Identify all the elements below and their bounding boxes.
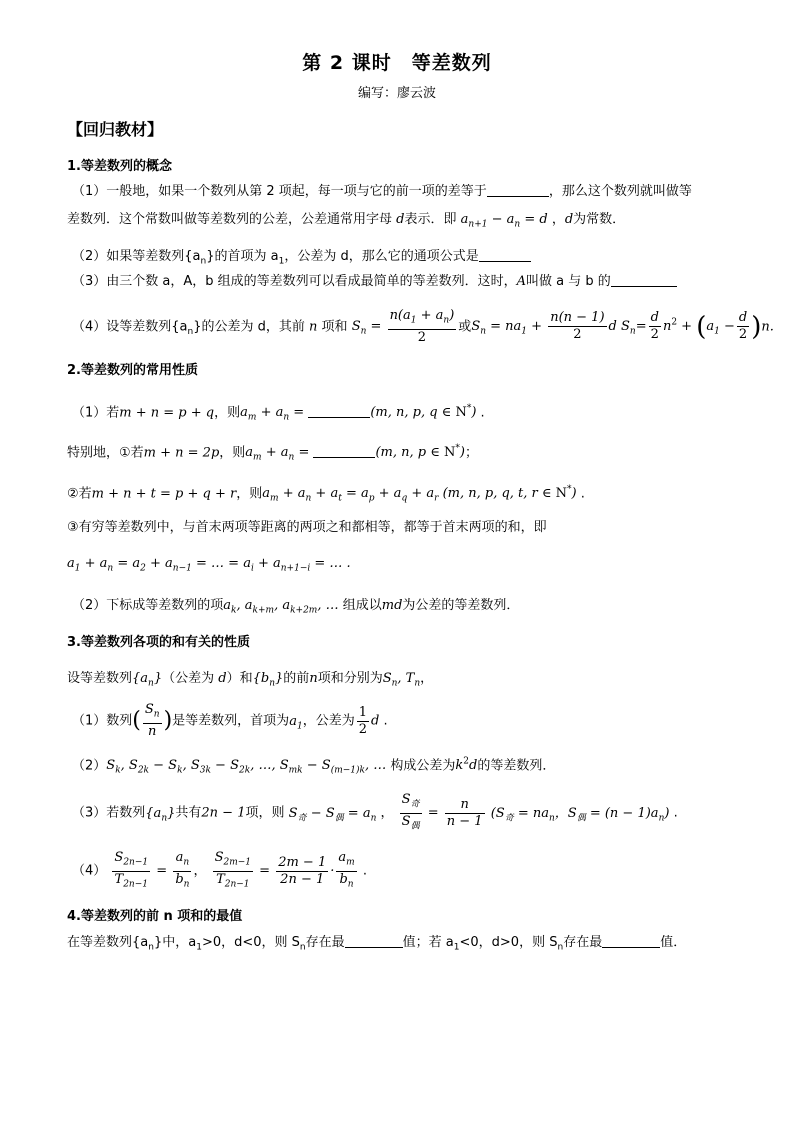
text: 是等差数列，首项为 — [172, 713, 290, 729]
s1-p1-line1 — [72, 183, 692, 201]
s2-special-3: ③有穷等差数列中，与首末两项等距离的两项之和都相等，都等于首末两项的和，即 — [67, 520, 547, 535]
fraction: $\frac{S_{2n-1}}{T_{2n-1}}$ — [114, 850, 149, 890]
text: ，公差为 — [302, 713, 355, 729]
text: 构成公差为 — [390, 758, 456, 774]
text: ②若 — [67, 486, 92, 502]
s2-special-2: ②若m + n + t = p + q + r，则$a_m + a_n + a_t = a_p + a_q + a_r$ (m, n, p, q, t, r ∈ N*) . — [67, 485, 585, 504]
fraction: $\frac{S_{2m-1}}{T_{2n-1}}$ — [214, 850, 252, 890]
text: 偶 — [334, 813, 344, 824]
text: ，则 — [236, 486, 263, 502]
text: 值；若 a — [402, 935, 454, 950]
text: }的公差为 d，其前 — [193, 319, 305, 335]
text: 叫做 a 与 b 的 — [526, 274, 611, 289]
fraction: $\frac{n}{n - 1}$ — [446, 796, 483, 829]
page-title: 第 2 课时 等差数列 — [302, 52, 492, 74]
text: （1）数列 — [72, 713, 133, 729]
fraction: $\frac{2m - 1}{2n - 1}$ — [278, 854, 327, 887]
text: 1 — [196, 942, 202, 953]
text: 奇 — [297, 813, 307, 824]
text: 存在最 — [563, 935, 603, 950]
text: 设等差数列 — [67, 671, 133, 686]
heading-s4: 4.等差数列的前 n 项和的最值 — [67, 909, 243, 924]
text: 项和 — [321, 319, 348, 335]
text: （2） — [72, 758, 107, 774]
text: n — [557, 942, 564, 953]
text: n — [299, 942, 306, 953]
fraction: $\frac{S_奇}{S_偶}$ — [401, 792, 420, 832]
text: ，则 — [214, 405, 241, 421]
text: （1）若 — [72, 405, 120, 421]
text: （4） — [72, 863, 107, 879]
fraction: $\frac{n(n - 1)}{2}$ — [550, 310, 605, 343]
s1-p2 — [72, 248, 531, 271]
fraction: $\frac{n(a_1 + a_n)}{2}$ — [389, 308, 455, 345]
section-heading-review: 【回归教材】 — [67, 120, 164, 139]
s1-p3: （3）由三个数 a，A，b 组成的等差数列可以看成最简单的等差数列．这时，A叫做 a 与 b 的 — [72, 273, 677, 291]
answer-blank[interactable] — [313, 445, 375, 458]
fraction: $\frac{S_n}{n}$ — [144, 702, 160, 739]
s3-intro: 设等差数列$\{a_n\}$（公差为 d）和$\{b_n\}$的前n项和分别为$S_n$, $T_n$， — [67, 671, 434, 689]
answer-blank[interactable] — [345, 935, 403, 948]
s3-p2: $(2)S_k$, $S_{2k} - S_k$, $S_{3k} - S_{2k}$, …, $S_{mk} - S_{(m-1)k}$, … 构成公差为$k^2d$的等差数列． — [72, 757, 556, 776]
heading-s3: 3.等差数列各项的和有关的性质 — [67, 635, 250, 650]
fraction: $\frac{a_m}{b_n}$ — [338, 850, 355, 890]
text: 特别地，①若 — [67, 445, 144, 461]
text: 共有 — [175, 805, 202, 821]
text: （2）如果等差数列{a — [72, 249, 201, 264]
text: 值． — [660, 935, 687, 950]
s2-special-1: 特别地，①若m + n = 2p，则$a_m + a_n = (m$, n, p ∈ N*)； — [67, 444, 478, 463]
heading-s1: 1.等差数列的概念 — [67, 159, 172, 174]
text: ，则 — [219, 445, 246, 461]
fraction: $\frac{1}{2}$ — [358, 704, 367, 737]
fraction: $\frac{d}{2}$ — [650, 310, 659, 343]
text: （4）设等差数列{a — [72, 319, 188, 335]
text: ）和 — [226, 671, 253, 686]
answer-blank[interactable] — [308, 405, 370, 418]
text: >0，d<0，则 S — [201, 935, 300, 950]
text: 偶 — [576, 813, 586, 824]
text: 存在最 — [305, 935, 345, 950]
text: 奇 — [504, 813, 514, 824]
s2-p1: （1）若m + n = p + q，则$a_m + a_n = (m$, n, p, q ∈ N*) . — [72, 404, 485, 423]
text: （3）若数列 — [72, 805, 146, 821]
text: 或 — [458, 319, 472, 335]
text: }的首项为 a — [206, 249, 279, 264]
text: （2）下标成等差数列的项 — [72, 598, 224, 613]
text: 为常数． — [573, 212, 626, 227]
text: （3）由三个数 a，A，b 组成的等差数列可以看成最简单的等差数列．这时， — [72, 274, 517, 289]
answer-blank[interactable] — [602, 935, 660, 948]
text: 在等差数列{a — [67, 935, 149, 950]
text: 为公差的等差数列． — [402, 598, 520, 613]
text: 表示．即 — [404, 212, 457, 227]
s3-p4: （4） $\frac{S_{2n-1}}{T_{2n-1}}$ = $\frac{a_n}{b_n}$ ， $\frac{S_{2m-1}}{T_{2n-1}}$ = $\frac{2m - 1}{2n - 1}$ · $\frac{a_m}{b_n}$ . — [72, 850, 367, 892]
answer-blank[interactable] — [487, 184, 549, 197]
text: }中，a — [153, 935, 197, 950]
fraction: $\frac{d}{2}$ — [738, 310, 748, 343]
text: 项和分别为 — [317, 671, 383, 686]
text: ，那么这个数列就叫做等 — [548, 184, 692, 199]
text: 1 — [278, 256, 285, 267]
fraction: $\frac{a_n}{b_n}$ — [175, 850, 190, 890]
text: 奇 — [410, 799, 420, 810]
s2-p2: （2）下标成等差数列的项$a_k$, $a_{k+m}$, $a_{k+2m}$, … 组成以md为公差的等差数列． — [72, 598, 520, 616]
s3-p3: （3）若数列$\{a_n\}$共有2n − 1项，则 $S_奇 - S_偶 = a_n$ ， $\frac{S_奇}{S_偶}$ = $\frac{n}{n - 1}$ ($S_奇 = na_n$，$S_偶 = (n - 1)a_n$) . — [72, 792, 678, 837]
text: （公差为 — [162, 671, 215, 686]
text: （1）一般地，如果一个数列从第 2 项起，每一项与它的前一项的差等于 — [72, 184, 487, 199]
s3-p1: （1）数列( $\frac{S_n}{n}$ )是等差数列，首项为$a_1$，公差为 $\frac{1}{2}$ d . — [72, 702, 388, 739]
answer-blank[interactable] — [479, 249, 531, 262]
s4-p — [67, 934, 686, 957]
text: 的前 — [283, 671, 310, 686]
text: ，公差为 d，那么它的通项公式是 — [284, 249, 479, 264]
text: <0，d>0，则 S — [459, 935, 558, 950]
text: n — [148, 942, 154, 953]
text: 的等差数列． — [477, 758, 556, 774]
s2-sum-formula: $a_1 + a_n = a_2 + a_{n-1}$ = … = $a_i + a_{n+1-i}$ = … . — [67, 556, 351, 574]
text: 项，则 — [245, 805, 285, 821]
text: 差数列．这个常数叫做等差数列的公差，公差通常用字母 — [67, 212, 393, 227]
author-line: 编写：廖云波 — [357, 86, 436, 101]
text: n — [200, 256, 207, 267]
heading-s2: 2.等差数列的常用性质 — [67, 363, 198, 378]
answer-blank[interactable] — [611, 274, 677, 287]
text: 偶 — [410, 821, 420, 832]
text: 1 — [453, 942, 460, 953]
text: n — [187, 326, 194, 337]
text: 组成以 — [342, 598, 382, 613]
s1-p4: （4）设等差数列$\{a_n\}$的公差为 d，其前 n 项和 $S_n$ = $\frac{n(a_1 + a_n)}{2}$ 或$S_n = na_1$ + $\frac{n(n - 1)}{2}$ d $S_n=$ $\frac{d}{2}$ $n^2 + (a_1$ − $\frac{d}{2}$ )n. — [72, 308, 774, 345]
s1-p1-line2: 差数列．这个常数叫做等差数列的公差，公差通常用字母 d表示．即 $a_{n+1} - a_n = d$ ，d为常数． — [67, 212, 626, 230]
